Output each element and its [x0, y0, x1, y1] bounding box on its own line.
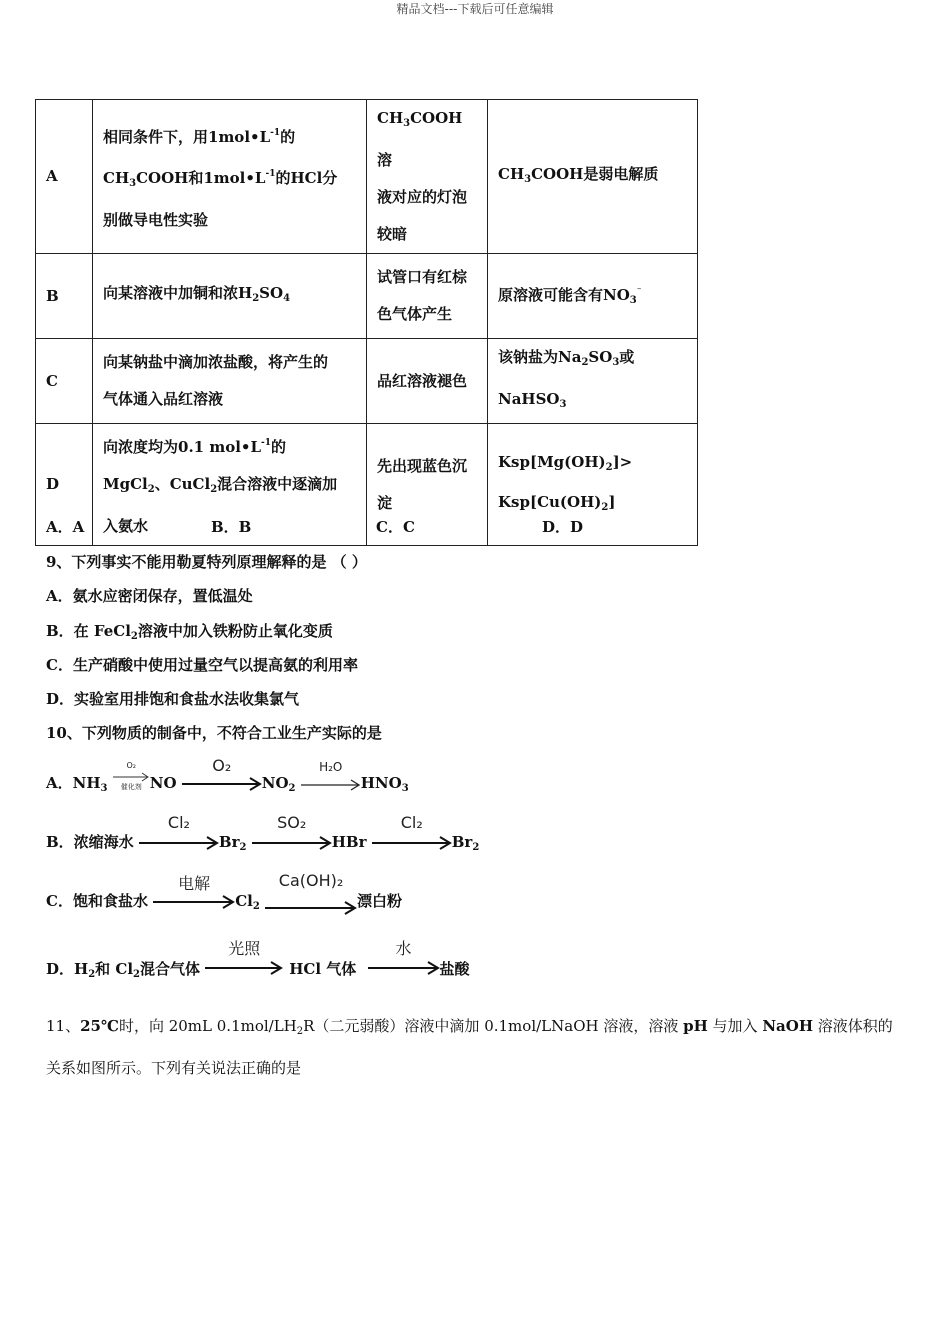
reaction-arrow: SO₂ — [252, 815, 332, 853]
experiment-table — [35, 99, 698, 546]
q9-option-b[interactable]: B．在 FeCl$_2$溶液中加入铁粉防止氧化变质 — [46, 622, 333, 642]
phenomenon-cell: 先出现蓝色沉 淀 — [367, 424, 488, 546]
q10-option-a[interactable]: A．$NH_3$ O₂ 催化剂 NO O₂ $NO_2$ H₂O $HNO_3$ — [46, 756, 409, 794]
table-row — [36, 339, 698, 424]
reaction-arrow: 电解 — [153, 872, 235, 912]
row-label: A — [36, 100, 93, 254]
page-header: 精品文档---下载后可任意编辑 — [396, 2, 554, 16]
q10-option-d[interactable]: D．$H_2$和 $Cl_2$混合气体 光照 HCl 气体 水 盐酸 — [46, 936, 470, 980]
operation-cell: 向某溶液中加铜和浓$H_2SO_4$ — [93, 254, 367, 339]
q11-stem: 11、25℃时，向 20mL $0.1mol/LH_2R$（二元弱酸）溶液中滴加 0.1mol/LNaOH 溶液，溶液 pH 与加入 NaOH 溶液体积的 关系如图所示。下列有关说法正确的是 — [46, 1017, 893, 1077]
table-row — [36, 100, 698, 254]
reaction-arrow: Cl₂ — [139, 815, 219, 853]
reaction-arrow: 光照 — [205, 936, 283, 980]
table-row — [36, 424, 698, 546]
q10-option-b[interactable]: B．浓缩海水 Cl₂ $Br_2$ SO₂ HBr Cl₂ $Br_2$ — [46, 813, 480, 853]
reaction-arrow: O₂ 催化剂 — [113, 760, 150, 794]
row-label: C — [36, 339, 93, 424]
operation-cell: 相同条件下，用$1mol•L^{-1}$的 $CH_3COOH$和$1mol•L^{-1}$的HCl分 别做导电性实验 — [93, 100, 367, 254]
reaction-arrow: 水 — [368, 936, 440, 980]
phenomenon-cell: 品红溶液褪色 — [367, 339, 488, 424]
phenomenon-cell: $CH_3COOH$溶 液对应的灯泡 较暗 — [367, 100, 488, 254]
conclusion-cell: 该钠盐为$Na_2SO_3$或 NaHSO$_3$ — [488, 339, 698, 424]
operation-cell: 向浓度均为0.1 $mol•L^{-1}$的 MgCl$_2$、CuCl$_2$混合溶液中逐滴加 入氨水 — [93, 424, 367, 546]
conclusion-cell: $Ksp[Mg(OH)_2]>$ $Ksp[Cu(OH)_2]$ — [488, 424, 698, 546]
q9-option-d[interactable]: D．实验室用排饱和食盐水法收集氯气 — [46, 690, 300, 708]
conclusion-cell: $CH_3COOH$是弱电解质 — [488, 100, 698, 254]
row-label: D — [36, 424, 93, 546]
q10-stem: 10、下列物质的制备中，不符合工业生产实际的是 — [46, 724, 382, 742]
option-a[interactable]: A．A — [46, 518, 85, 536]
conclusion-cell: 原溶液可能含有$NO_3^{^-}$ — [488, 254, 698, 339]
operation-cell: 向某钠盐中滴加浓盐酸，将产生的 气体通入品红溶液 — [93, 339, 367, 424]
row-label: B — [36, 254, 93, 339]
table-row — [36, 254, 698, 339]
reaction-arrow: Ca(OH)₂ — [265, 872, 357, 912]
q9-stem: 9、下列事实不能用勒夏特列原理解释的是 （ ） — [46, 553, 367, 571]
reaction-arrow: Cl₂ — [372, 815, 452, 853]
q10-option-c[interactable]: C．饱和食盐水 电解 $Cl_2$ Ca(OH)₂ 漂白粉 — [46, 871, 403, 912]
option-d[interactable]: D．D — [542, 518, 584, 536]
phenomenon-cell: 试管口有红棕 色气体产生 — [367, 254, 488, 339]
option-b[interactable]: B．B — [211, 518, 252, 536]
q9-option-a[interactable]: A．氨水应密闭保存，置低温处 — [46, 587, 253, 605]
q9-option-c[interactable]: C．生产硝酸中使用过量空气以提高氨的利用率 — [46, 656, 358, 674]
reaction-arrow: H₂O — [301, 760, 361, 794]
option-c[interactable]: C．C — [376, 518, 415, 536]
reaction-arrow: O₂ — [182, 758, 262, 794]
